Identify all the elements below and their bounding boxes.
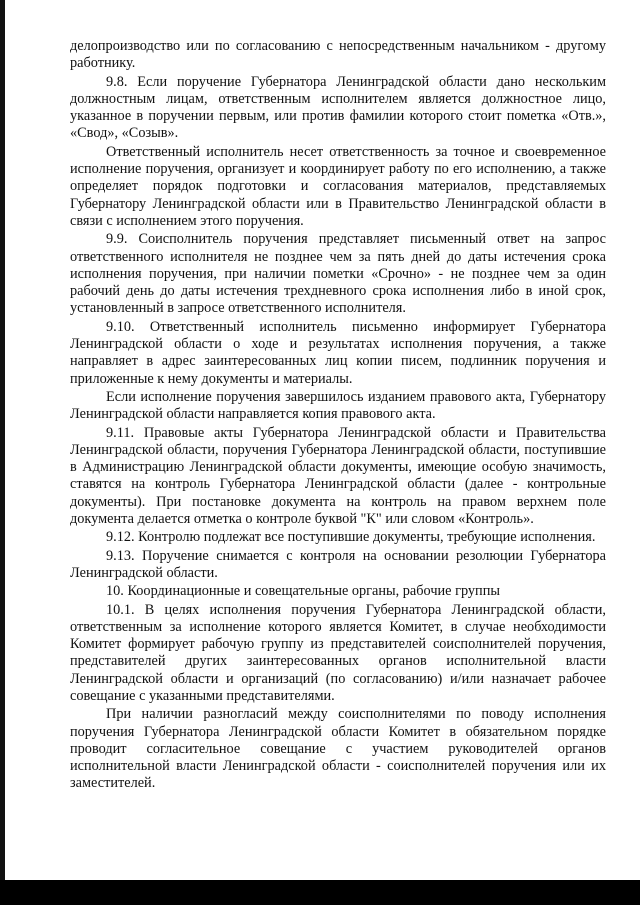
paragraph-9-10: 9.10. Ответственный исполнитель письменно информирует Губернатора Ленинградской области о ходе и результатах исполнения поручения, а также направляет в адрес заинтересованных лиц копии писем, подлинник поручения и приложенные к нему документы и материалы. bbox=[70, 318, 606, 387]
paragraph-9-11: 9.11. Правовые акты Губернатора Ленинградской области и Правительства Ленинградской области, поручения Губернатора Ленинградской области, поступившие в Администрацию Ленинградской области документы, имеющие особую значимость, ставятся на контроль Губернатора Ленинградской области (далее - контрольные документы). При постановке документа на контроль на правом верхнем поле документа делается отметка о контроле буквой "К" или словом «Контроль». bbox=[70, 424, 606, 528]
paragraph-9-12: 9.12. Контролю подлежат все поступившие документы, требующие исполнения. bbox=[106, 529, 596, 546]
paragraph-disagreements: При наличии разногласий между соисполнителями по поводу исполнения поручения Губернатора Ленинградской области Комитет в обязательном порядке проводит согласительное совещание с участием руководителей органов исполнительной власти Ленинградской области - соисполнителей поручения или их заместителей. bbox=[70, 706, 606, 792]
document-body bbox=[70, 38, 606, 794]
section-heading-10: 10. Координационные и совещательные органы, рабочие группы bbox=[106, 583, 500, 600]
paragraph-9-8: 9.8. Если поручение Губернатора Ленинградской области дано нескольким должностным лицам, ответственным исполнителем является должностное лицо, указанное в поручении первым, или против фамилии которого стоит пометка «Отв.», «Свод», «Созыв». bbox=[70, 73, 606, 142]
scan-edge bbox=[0, 0, 5, 880]
paragraph-10-1: 10.1. В целях исполнения поручения Губернатора Ленинградской области, ответственным за исполнение которого является Комитет, в случае необходимости Комитет формирует рабочую группу из представителей соисполнителей поручения, представителей других заинтересованных органов исполнительной власти Ленинградской области и организаций (по согласованию) и/или назначает рабочее совещание с указанными представителями. bbox=[70, 601, 606, 704]
paragraph-legal-act-copy: Если исполнение поручения завершилось изданием правового акта, Губернатору Ленинградской области направляется копия правового акта. bbox=[70, 388, 606, 423]
paragraph-responsible-executor: Ответственный исполнитель несет ответственность за точное и своевременное исполнение поручения, организует и координирует работу по его исполнению, а также определяет порядок подготовки и согласования материалов, представляемых Губернатору Ленинградской области или в Правительство Ленинградской области в связи с исполнением этого поручения. bbox=[70, 143, 606, 229]
paragraph-continuation: делопроизводство или по согласованию с непосредственным начальником - другому работнику. bbox=[70, 38, 606, 72]
scan-bottom-edge bbox=[0, 880, 640, 905]
paragraph-9-13: 9.13. Поручение снимается с контроля на основании резолюции Губернатора Ленинградской области. bbox=[70, 547, 606, 581]
paragraph-9-9: 9.9. Соисполнитель поручения представляет письменный ответ на запрос ответственного исполнителя не позднее чем за пять дней до даты истечения срока исполнения поручения, при наличии пометки «Срочно» - не позднее чем за один рабочий день до даты истечения трехдневного срока исполнения либо в иной срок, установленный в запросе ответственного исполнителя. bbox=[70, 231, 606, 317]
